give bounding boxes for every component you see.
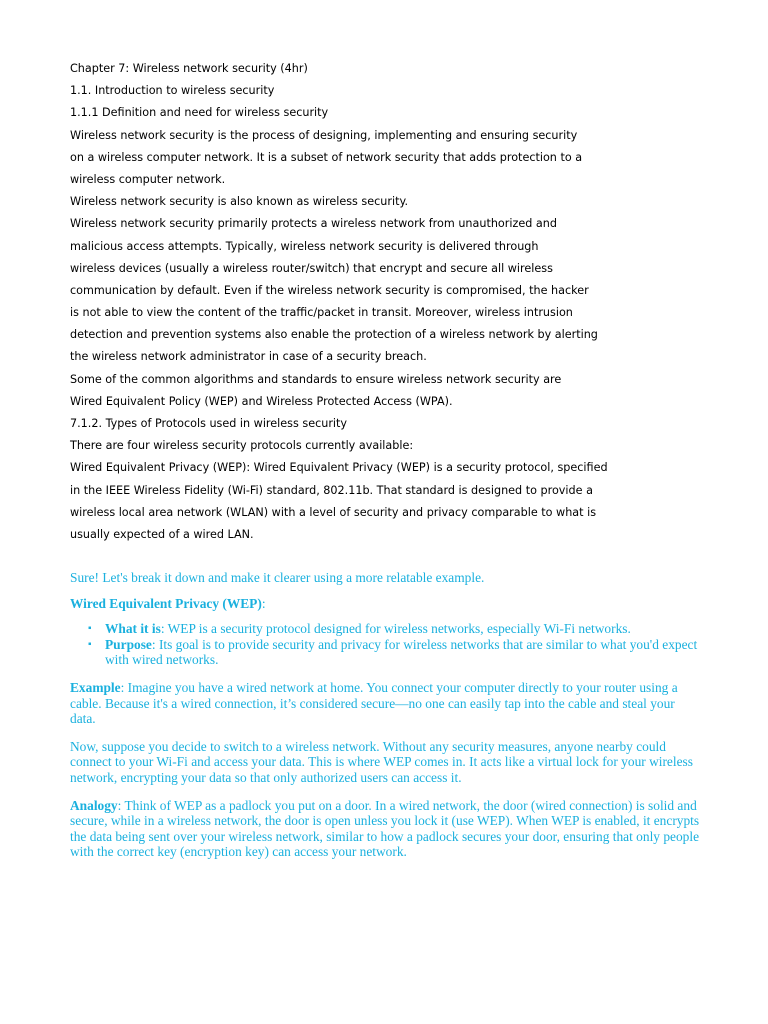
- intro-paragraph: Sure! Let's break it down and make it clearer using a more relatable example.: [70, 570, 485, 585]
- text-line: is not able to view the content of the traffic/packet in transit. Moreover, wireless intrusion: [70, 306, 573, 320]
- text-line: communication by default. Even if the wireless network security is compromised, the hacker: [70, 283, 589, 297]
- text-line: Wired Equivalent Policy (WEP) and Wireless Protected Access (WPA).: [70, 394, 453, 408]
- bullet-label: What it is: [105, 621, 161, 637]
- wep-heading-label: Wired Equivalent Privacy (WEP): [70, 595, 262, 611]
- analogy-paragraph: [70, 798, 700, 860]
- text-line: There are four wireless security protocols currently available:: [70, 439, 414, 453]
- text-line: Wireless network security is also known as wireless security.: [70, 195, 409, 209]
- text-line: on a wireless computer network. It is a subset of network security that adds protection to a: [70, 150, 583, 164]
- example-paragraph: [70, 680, 700, 727]
- wep-heading: [70, 596, 700, 612]
- example-label: Example: [70, 679, 121, 695]
- example-text: : Imagine you have a wired network at home. You connect your computer directly to your router using a cable. Because it's a wired connection, it’s considered secure—no one can easily tap into the cable and steal your data.: [70, 679, 678, 727]
- wireless-paragraph: Now, suppose you decide to switch to a wireless network. Without any security measures, anyone nearby could connect to your Wi-Fi and access your data. This is where WEP comes in. It acts like a virtual lock for your wireless network, encrypting your data so that only authorized users can access it.: [70, 738, 693, 785]
- analogy-label: Analogy: [70, 797, 118, 813]
- text-line: Wireless network security primarily protects a wireless network from unauthorized and: [70, 217, 557, 231]
- wep-heading-colon: :: [261, 595, 266, 611]
- bullet-icon: ▪: [88, 638, 92, 650]
- text-line: malicious access attempts. Typically, wireless network security is delivered through: [70, 239, 539, 253]
- text-line: Wireless network security is the process of designing, implementing and ensuring security: [70, 128, 578, 142]
- text-line: Wired Equivalent Privacy (WEP): Wired Equivalent Privacy (WEP) is a security protocol, specified: [70, 461, 608, 475]
- lecture-notes: [70, 58, 630, 546]
- text-line: usually expected of a wired LAN.: [70, 527, 254, 541]
- bullet-label: Purpose: [105, 636, 152, 652]
- text-line: wireless devices (usually a wireless router/switch) that encrypt and secure all wireless: [70, 261, 553, 275]
- subsection-heading: 7.1.2. Types of Protocols used in wireless security: [70, 417, 348, 430]
- explanation-section: [70, 570, 700, 872]
- section-heading: 1.1. Introduction to wireless security: [70, 84, 275, 98]
- bullet-text: : WEP is a security protocol designed for wireless networks, especially Wi-Fi networks.: [160, 621, 631, 637]
- text-line: Some of the common algorithms and standards to ensure wireless network security are: [70, 372, 562, 386]
- bullet-text: : Its goal is to provide security and privacy for wireless networks that are similar to what you'd expect with wired networks.: [105, 636, 698, 668]
- bullet-icon: ▪: [88, 623, 92, 635]
- text-line: detection and prevention systems also enable the protection of a wireless network by alerting: [70, 328, 598, 342]
- text-line: the wireless network administrator in case of a security breach.: [70, 350, 427, 364]
- list-item: [70, 621, 700, 637]
- list-item: [70, 637, 700, 668]
- chapter-title: Chapter 7: Wireless network security (4hr): [70, 62, 308, 75]
- subsection-heading: 1.1.1 Definition and need for wireless security: [70, 106, 329, 120]
- text-line: in the IEEE Wireless Fidelity (Wi-Fi) standard, 802.11b. That standard is designed to provide a: [70, 483, 593, 497]
- text-line: wireless local area network (WLAN) with a level of security and privacy comparable to what is: [70, 505, 597, 519]
- text-line: wireless computer network.: [70, 172, 226, 186]
- wep-bullet-list: [70, 621, 700, 668]
- analogy-text: : Think of WEP as a padlock you put on a door. In a wired network, the door (wired connection) is solid and secure, while in a wireless network, the door is open unless you lock it (use WEP). When WEP is enabled, it encrypts the data being sent over your wireless network, similar to how a padlock secures your door, ensuring that only people with the correct key (encryption key) can access your network.: [70, 797, 700, 860]
